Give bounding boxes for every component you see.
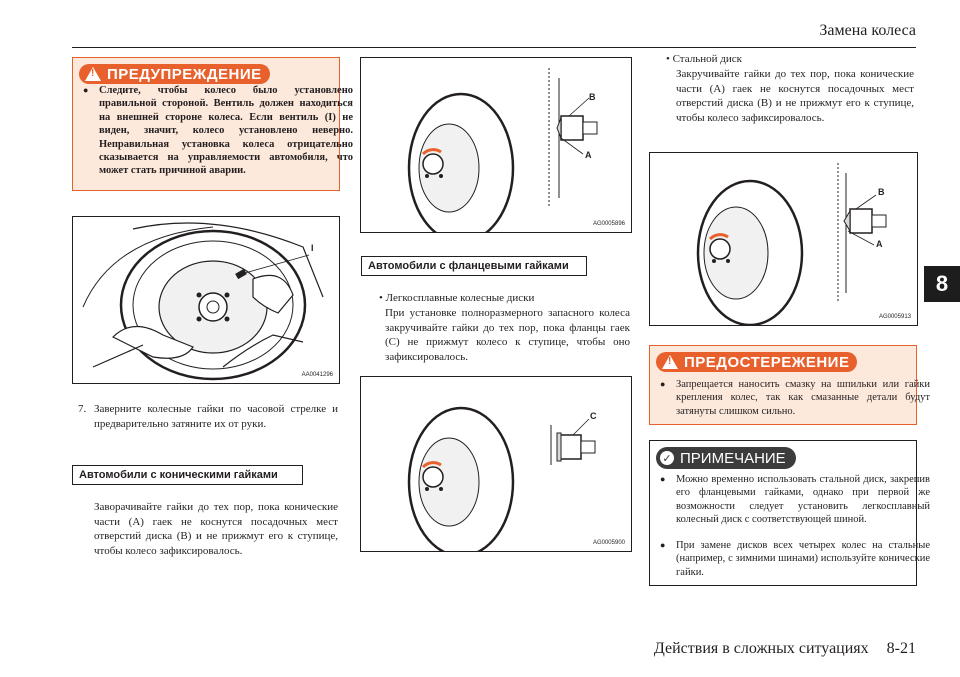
label-c: C xyxy=(590,411,597,421)
flange-bullet-title: • Легкосплавные колесные диски xyxy=(379,292,535,304)
step-7-text: Заверните колесные гайки по часовой стрелке и предварительно затяните их от руки. xyxy=(94,403,338,430)
warning-text: ● Следите, чтобы колесо было установлено правильной стороной. Вентиль должен находиться на внешней стороне колеса. Если вентиль (I) не виден, значит, колесо установлено неверно. Неправильная установка колеса отрицательно сказывается на управляемости автомобиля, что может стать причиной аварии. xyxy=(77,84,353,178)
chapter-tab: 8 xyxy=(924,266,960,302)
figure-id: AG0005900 xyxy=(592,540,625,546)
note-title: ПРИМЕЧАНИЕ xyxy=(680,449,786,467)
warning-triangle-icon xyxy=(85,67,101,81)
flange-nut-illustration xyxy=(361,377,631,551)
caution-text: ● Запрещается наносить смазку на шпильки или гайки крепления колес, так как смазанные детали будут затянуты слишком сильно. xyxy=(654,378,930,418)
footer-section: Действия в сложных ситуациях xyxy=(653,640,869,657)
footer-page-number: 8-21 xyxy=(886,640,916,657)
warning-title: ПРЕДУПРЕЖДЕНИЕ xyxy=(107,65,262,83)
conical-text: Заворачивайте гайки до тех пор, пока конические части (A) гаек не коснутся посадочных мест отверстий диска (B) и не прижмут его к ступице, чтобы колесо зафиксировалось. xyxy=(94,501,338,557)
caution-triangle-icon xyxy=(662,355,678,369)
figure-id: AG0005913 xyxy=(878,314,911,320)
figure-flange-nut xyxy=(360,376,632,552)
note-item: ● При замене дисков всех четырех колес на стальные (например, с зимними шинами) используйте конические гайки. xyxy=(654,539,930,579)
flange-text: При установке полноразмерного запасного колеса закручивайте гайки до тех пор, пока фланцы гаек (C) не прижмут колесо к ступице, чтобы оно зафиксировалось. xyxy=(385,307,630,363)
page-footer xyxy=(636,640,916,658)
warning-box xyxy=(72,57,353,191)
steel-text: Закручивайте гайки до тех пор, пока конические части (A) гаек не коснутся посадочных мест отверстий диска (B) и не прижмут его к ступице, чтобы колесо зафиксировалось. xyxy=(676,68,914,124)
caution-box xyxy=(649,345,930,425)
note-box xyxy=(649,440,930,586)
label-b: B xyxy=(878,187,885,197)
label-i: I xyxy=(311,243,314,253)
step-7-number: 7. xyxy=(78,403,87,415)
note-item: ● Можно временно использовать стальной диск, закрепив его фланцевыми гайками, однако при первой же возможности следует установить легкосплавный колесный диск с соответствующей шиной. xyxy=(654,473,930,527)
warning-pill xyxy=(79,64,270,84)
flange-heading: Автомобили с фланцевыми гайками xyxy=(361,256,587,276)
figure-id: AG0005896 xyxy=(592,221,625,227)
checkmark-icon: ✓ xyxy=(660,451,674,465)
note-pill xyxy=(656,447,796,469)
conical-nut-illustration xyxy=(361,58,631,232)
caution-title: ПРЕДОСТЕРЕЖЕНИЕ xyxy=(684,353,850,371)
label-b: B xyxy=(589,92,596,102)
steel-bullet-title: • Стальной диск xyxy=(666,53,742,65)
conical-heading: Автомобили с коническими гайками xyxy=(72,465,303,485)
step-7 xyxy=(78,402,338,431)
figure-steel-wheel xyxy=(649,152,918,326)
page-header-title: Замена колеса xyxy=(819,22,916,39)
caution-pill xyxy=(656,352,857,372)
figure-wheel-valve xyxy=(72,216,340,384)
figure-id: AA0041296 xyxy=(301,372,333,378)
header-rule xyxy=(72,47,916,48)
label-a: A xyxy=(585,150,592,160)
figure-conical-nut xyxy=(360,57,632,233)
wheel-valve-illustration xyxy=(73,217,339,383)
label-a: A xyxy=(876,239,883,249)
